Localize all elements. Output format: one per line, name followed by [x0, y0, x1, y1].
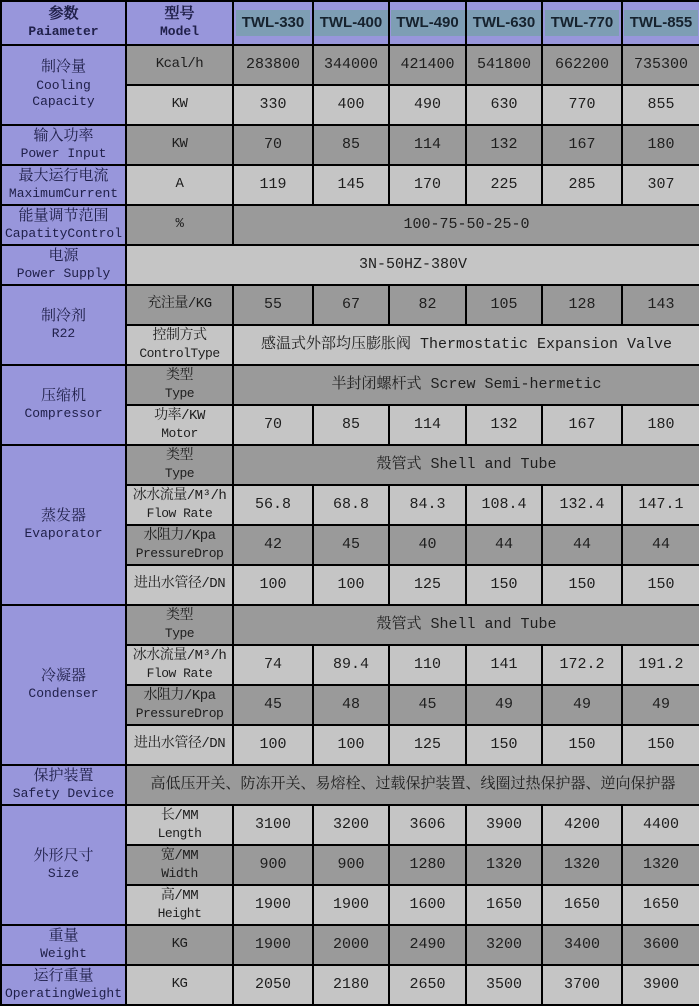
- value-cell: 89.4: [313, 645, 389, 685]
- value-cell: 114: [389, 125, 466, 165]
- section-cell: [1, 605, 126, 765]
- row-label-cell: [126, 565, 233, 605]
- row-label-zh: 宽/MM: [160, 848, 199, 865]
- section-cell: [1, 445, 126, 605]
- section-label-en: CapatityControl: [4, 226, 123, 242]
- value-cell: 191.2: [622, 645, 699, 685]
- value-cell: 85: [313, 125, 389, 165]
- value-cell: 125: [389, 565, 466, 605]
- value-cell: 45: [389, 685, 466, 725]
- span-value-cell: 半封闭螺杆式 Screw Semi-hermetic: [233, 365, 699, 405]
- value-cell: 42: [233, 525, 313, 565]
- value-cell: 1900: [313, 885, 389, 925]
- row-label-cell: [126, 125, 233, 165]
- row-label-cell: [126, 85, 233, 125]
- value-cell: 150: [466, 725, 542, 765]
- row-label-en: Type: [164, 625, 195, 641]
- section-label-en: Condenser: [28, 686, 99, 702]
- value-cell: 900: [233, 845, 313, 885]
- value-cell: 1320: [542, 845, 622, 885]
- row-label-zh: 高/MM: [160, 888, 199, 905]
- row-label-cell: [126, 925, 233, 965]
- section-cell: [1, 285, 126, 365]
- value-cell: 344000: [313, 45, 389, 85]
- section-label-en: Power Input: [20, 146, 107, 162]
- section-label-zh: 重量: [48, 927, 79, 945]
- value-cell: 44: [466, 525, 542, 565]
- row-label-cell: [126, 805, 233, 845]
- value-cell: 180: [622, 405, 699, 445]
- value-cell: 307: [622, 165, 699, 205]
- value-cell: 74: [233, 645, 313, 685]
- table-row: [1, 165, 699, 205]
- value-cell: 662200: [542, 45, 622, 85]
- row-label-cell: [126, 645, 233, 685]
- value-cell: 150: [542, 565, 622, 605]
- section-label-en: Power Supply: [16, 266, 111, 282]
- value-cell: 1320: [622, 845, 699, 885]
- value-cell: 1650: [542, 885, 622, 925]
- section-label-zh: 电源: [48, 247, 79, 265]
- header-row: [1, 1, 699, 45]
- model-name-cell: [233, 1, 313, 45]
- model-header-cell: [126, 1, 233, 45]
- section-label-en: OperatingWeight: [4, 986, 123, 1002]
- table-row: [1, 285, 699, 325]
- row-label-cell: [126, 605, 233, 645]
- section-cell: [1, 45, 126, 125]
- value-cell: 132: [466, 125, 542, 165]
- spec-table-body: [1, 45, 699, 1005]
- section-cell: [1, 205, 126, 245]
- section-label-en: Cooling Capacity: [32, 78, 95, 110]
- row-label-cell: [126, 525, 233, 565]
- row-label-cell: [126, 965, 233, 1005]
- row-label-cell: [126, 725, 233, 765]
- row-label-zh: 冰水流量/M³/h: [132, 648, 227, 665]
- span-value-cell: 高低压开关、防冻开关、易熔栓、过载保护装置、线圈过热保护器、逆向保护器: [126, 765, 699, 805]
- value-cell: 3500: [466, 965, 542, 1005]
- value-cell: 150: [622, 565, 699, 605]
- row-label-en: PressureDrop: [135, 705, 224, 721]
- model-highlight: TWL-400: [314, 10, 388, 37]
- value-cell: 1900: [233, 885, 313, 925]
- value-cell: 145: [313, 165, 389, 205]
- section-cell: [1, 125, 126, 165]
- row-label-cell: [126, 445, 233, 485]
- value-cell: 132: [466, 405, 542, 445]
- row-label-zh: 功率/KW: [154, 408, 205, 425]
- section-cell: [1, 765, 126, 805]
- value-cell: 2490: [389, 925, 466, 965]
- value-cell: 67: [313, 285, 389, 325]
- row-label-zh: KW: [171, 96, 188, 113]
- value-cell: 172.2: [542, 645, 622, 685]
- value-cell: 4400: [622, 805, 699, 845]
- model-name-cell: [542, 1, 622, 45]
- section-label-zh: 输入功率: [33, 127, 94, 145]
- value-cell: 2180: [313, 965, 389, 1005]
- value-cell: 735300: [622, 45, 699, 85]
- value-cell: 110: [389, 645, 466, 685]
- section-cell: [1, 165, 126, 205]
- table-row: [1, 45, 699, 85]
- row-label-en: Height: [157, 905, 202, 921]
- table-row: [1, 365, 699, 405]
- table-row: [1, 765, 699, 805]
- value-cell: 285: [542, 165, 622, 205]
- value-cell: 3600: [622, 925, 699, 965]
- value-cell: 100: [313, 565, 389, 605]
- row-label-en: Type: [164, 385, 195, 401]
- row-label-zh: %: [175, 216, 184, 233]
- value-cell: 1320: [466, 845, 542, 885]
- value-cell: 143: [622, 285, 699, 325]
- value-cell: 283800: [233, 45, 313, 85]
- value-cell: 132.4: [542, 485, 622, 525]
- value-cell: 225: [466, 165, 542, 205]
- value-cell: 45: [313, 525, 389, 565]
- table-row: [1, 925, 699, 965]
- section-label-en: Compressor: [24, 406, 103, 422]
- value-cell: 100: [233, 725, 313, 765]
- value-cell: 2000: [313, 925, 389, 965]
- value-cell: 55: [233, 285, 313, 325]
- value-cell: 150: [622, 725, 699, 765]
- section-cell: [1, 365, 126, 445]
- span-value-cell: 100-75-50-25-0: [233, 205, 699, 245]
- value-cell: 2650: [389, 965, 466, 1005]
- value-cell: 114: [389, 405, 466, 445]
- row-label-zh: 类型: [166, 368, 193, 385]
- model-header-zh: 型号: [164, 5, 195, 23]
- row-label-en: PressureDrop: [135, 545, 224, 561]
- value-cell: 141: [466, 645, 542, 685]
- row-label-zh: Kcal/h: [155, 56, 204, 73]
- value-cell: 770: [542, 85, 622, 125]
- row-label-cell: [126, 485, 233, 525]
- row-label-en: Flow Rate: [146, 665, 213, 681]
- value-cell: 330: [233, 85, 313, 125]
- model-highlight: TWL-855: [624, 10, 698, 37]
- row-label-cell: [126, 845, 233, 885]
- value-cell: 147.1: [622, 485, 699, 525]
- value-cell: 3200: [466, 925, 542, 965]
- row-label-en: Motor: [161, 425, 198, 441]
- value-cell: 1900: [233, 925, 313, 965]
- section-label-en: Size: [47, 866, 80, 882]
- model-highlight: TWL-630: [467, 10, 541, 37]
- row-label-cell: [126, 205, 233, 245]
- value-cell: 1600: [389, 885, 466, 925]
- table-row: [1, 445, 699, 485]
- span-value-cell: 感温式外部均压膨胀阀 Thermostatic Expansion Valve: [233, 325, 699, 365]
- value-cell: 630: [466, 85, 542, 125]
- value-cell: 56.8: [233, 485, 313, 525]
- row-label-zh: 充注量/KG: [147, 296, 212, 313]
- model-name-cell: [622, 1, 699, 45]
- section-label-en: Evaporator: [24, 526, 103, 542]
- section-label-zh: 运行重量: [33, 967, 94, 985]
- value-cell: 105: [466, 285, 542, 325]
- value-cell: 70: [233, 125, 313, 165]
- value-cell: 40: [389, 525, 466, 565]
- value-cell: 108.4: [466, 485, 542, 525]
- section-label-en: R22: [51, 326, 76, 342]
- param-header-cell: [1, 1, 126, 45]
- value-cell: 150: [542, 725, 622, 765]
- value-cell: 3900: [466, 805, 542, 845]
- value-cell: 170: [389, 165, 466, 205]
- value-cell: 4200: [542, 805, 622, 845]
- row-label-cell: [126, 165, 233, 205]
- section-label-zh: 保护装置: [33, 767, 94, 785]
- value-cell: 45: [233, 685, 313, 725]
- model-name-cell: [313, 1, 389, 45]
- value-cell: 49: [622, 685, 699, 725]
- value-cell: 855: [622, 85, 699, 125]
- row-label-zh: 控制方式: [152, 328, 207, 345]
- section-label-en: MaximumCurrent: [8, 186, 119, 202]
- model-name-cell: [389, 1, 466, 45]
- row-label-cell: [126, 885, 233, 925]
- model-name-cell: [466, 1, 542, 45]
- value-cell: 44: [542, 525, 622, 565]
- section-label-zh: 最大运行电流: [18, 167, 109, 185]
- value-cell: 3700: [542, 965, 622, 1005]
- value-cell: 541800: [466, 45, 542, 85]
- table-row: [1, 805, 699, 845]
- section-label-zh: 蒸发器: [40, 507, 86, 525]
- span-value-cell: 殼管式 Shell and Tube: [233, 445, 699, 485]
- value-cell: 167: [542, 405, 622, 445]
- row-label-zh: KG: [171, 936, 188, 953]
- value-cell: 1280: [389, 845, 466, 885]
- model-highlight: TWL-490: [391, 10, 465, 37]
- row-label-en: Width: [161, 865, 198, 881]
- param-header-zh: 参数: [48, 5, 79, 23]
- model-header-en: Model: [159, 24, 199, 40]
- section-cell: [1, 925, 126, 965]
- section-label-zh: 制冷量: [40, 59, 86, 77]
- row-label-zh: 类型: [166, 608, 193, 625]
- value-cell: 180: [622, 125, 699, 165]
- spec-table-head: [1, 1, 699, 45]
- table-row: [1, 245, 699, 285]
- section-label-zh: 压缩机: [40, 387, 86, 405]
- value-cell: 100: [233, 565, 313, 605]
- value-cell: 1650: [622, 885, 699, 925]
- value-cell: 3100: [233, 805, 313, 845]
- row-label-en: ControlType: [139, 345, 220, 361]
- row-label-en: Type: [164, 465, 195, 481]
- value-cell: 85: [313, 405, 389, 445]
- row-label-zh: KG: [171, 976, 188, 993]
- value-cell: 3900: [622, 965, 699, 1005]
- model-highlight: TWL-770: [545, 10, 619, 37]
- value-cell: 3606: [389, 805, 466, 845]
- row-label-zh: 冰水流量/M³/h: [132, 488, 227, 505]
- row-label-zh: 类型: [166, 448, 193, 465]
- row-label-zh: A: [175, 176, 184, 193]
- value-cell: 3400: [542, 925, 622, 965]
- model-highlight: TWL-330: [236, 10, 310, 37]
- row-label-zh: KW: [171, 136, 188, 153]
- value-cell: 1650: [466, 885, 542, 925]
- value-cell: 167: [542, 125, 622, 165]
- section-label-zh: 冷凝器: [40, 667, 86, 685]
- section-cell: [1, 245, 126, 285]
- row-label-cell: [126, 685, 233, 725]
- value-cell: 128: [542, 285, 622, 325]
- param-header-en: Paiameter: [28, 24, 99, 40]
- value-cell: 150: [466, 565, 542, 605]
- row-label-en: Length: [157, 825, 202, 841]
- table-row: [1, 605, 699, 645]
- table-row: [1, 125, 699, 165]
- value-cell: 125: [389, 725, 466, 765]
- value-cell: 100: [313, 725, 389, 765]
- span-value-cell: 3N-50HZ-380V: [126, 245, 699, 285]
- row-label-cell: [126, 325, 233, 365]
- value-cell: 70: [233, 405, 313, 445]
- value-cell: 421400: [389, 45, 466, 85]
- value-cell: 49: [466, 685, 542, 725]
- section-cell: [1, 805, 126, 925]
- section-label-zh: 外形尺寸: [33, 847, 94, 865]
- value-cell: 48: [313, 685, 389, 725]
- span-value-cell: 殼管式 Shell and Tube: [233, 605, 699, 645]
- section-label-en: Safety Device: [12, 786, 115, 802]
- row-label-cell: [126, 285, 233, 325]
- value-cell: 400: [313, 85, 389, 125]
- section-label-zh: 制冷剂: [40, 307, 86, 325]
- value-cell: 82: [389, 285, 466, 325]
- row-label-zh: 进出水管径/DN: [133, 576, 226, 593]
- row-label-cell: [126, 45, 233, 85]
- table-row: [1, 965, 699, 1005]
- value-cell: 68.8: [313, 485, 389, 525]
- value-cell: 3200: [313, 805, 389, 845]
- section-cell: [1, 965, 126, 1005]
- row-label-zh: 长/MM: [160, 808, 199, 825]
- row-label-en: Flow Rate: [146, 505, 213, 521]
- section-label-zh: 能量调节范围: [18, 207, 109, 225]
- row-label-zh: 水阻力/Kpa: [143, 528, 216, 545]
- value-cell: 44: [622, 525, 699, 565]
- value-cell: 49: [542, 685, 622, 725]
- value-cell: 490: [389, 85, 466, 125]
- row-label-cell: [126, 365, 233, 405]
- value-cell: 119: [233, 165, 313, 205]
- section-label-en: Weight: [40, 946, 87, 962]
- table-row: [1, 205, 699, 245]
- value-cell: 2050: [233, 965, 313, 1005]
- value-cell: 900: [313, 845, 389, 885]
- row-label-zh: 进出水管径/DN: [133, 736, 226, 753]
- row-label-cell: [126, 405, 233, 445]
- value-cell: 84.3: [389, 485, 466, 525]
- row-label-zh: 水阻力/Kpa: [143, 688, 216, 705]
